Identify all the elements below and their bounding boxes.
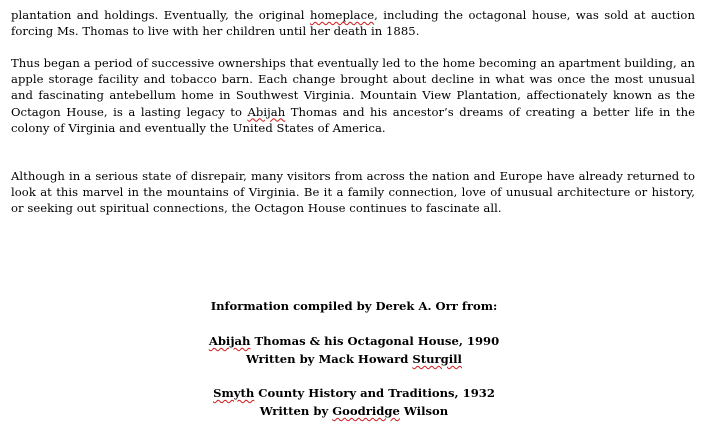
source-title — [0, 332, 708, 350]
text-run: Written by Mack Howard — [246, 352, 413, 366]
paragraph-2 — [11, 55, 695, 136]
text-run: Thus began a period of successive ownerships that eventually led to the home becoming an apartment building, an apple storage facility and tobacco barn. Each change brought about decline in what was once the most unusual and fascinating antebellum home in Southwest Virginia. Mountain View Plantation, affectionately known as the Octagon House, is a lasting legacy to — [11, 56, 695, 119]
text-run: Although in a serious state of disrepair, many visitors from across the nation and Europe have already returned to look at this marvel in the mountains of Virginia. Be it a family connection, love of unusual architecture or history, or seeking out spiritual connections, the Octagon House continues to fascinate all. — [11, 169, 695, 216]
paragraph-3 — [11, 168, 695, 217]
credit-source-2 — [0, 384, 708, 420]
text-run: Thomas and his ancestor’s dreams of creating a better life in the colony of Virginia and eventually the United States of America. — [11, 104, 695, 135]
credits-header — [0, 297, 708, 315]
misspelled-word[interactable]: Abijah — [247, 104, 286, 119]
credit-source-1 — [0, 332, 708, 368]
text-run: Wilson — [399, 404, 449, 418]
text-run: plantation and holdings. Eventually, the original — [11, 8, 310, 22]
misspelled-word[interactable]: Abijah — [208, 334, 251, 348]
text-run: County History and Traditions, 1932 — [254, 386, 495, 400]
source-author — [0, 402, 708, 420]
paragraph-1 — [11, 7, 695, 39]
source-title — [0, 384, 708, 402]
misspelled-word[interactable]: homeplace — [309, 8, 375, 22]
text-run: , including the octagonal house, was sold at auction forcing Ms. Thomas to live with her children until her death in 1885. — [11, 8, 695, 39]
text-run: Thomas & his Octagonal House, 1990 — [250, 334, 500, 348]
misspelled-word[interactable]: Goodridge — [332, 404, 400, 418]
credits-header-line: Information compiled by Derek A. Orr from: — [210, 299, 498, 313]
misspelled-word[interactable]: Smyth — [213, 386, 255, 400]
source-author — [0, 350, 708, 368]
misspelled-word[interactable]: Sturgill — [412, 352, 462, 366]
text-run: Written by — [259, 404, 333, 418]
